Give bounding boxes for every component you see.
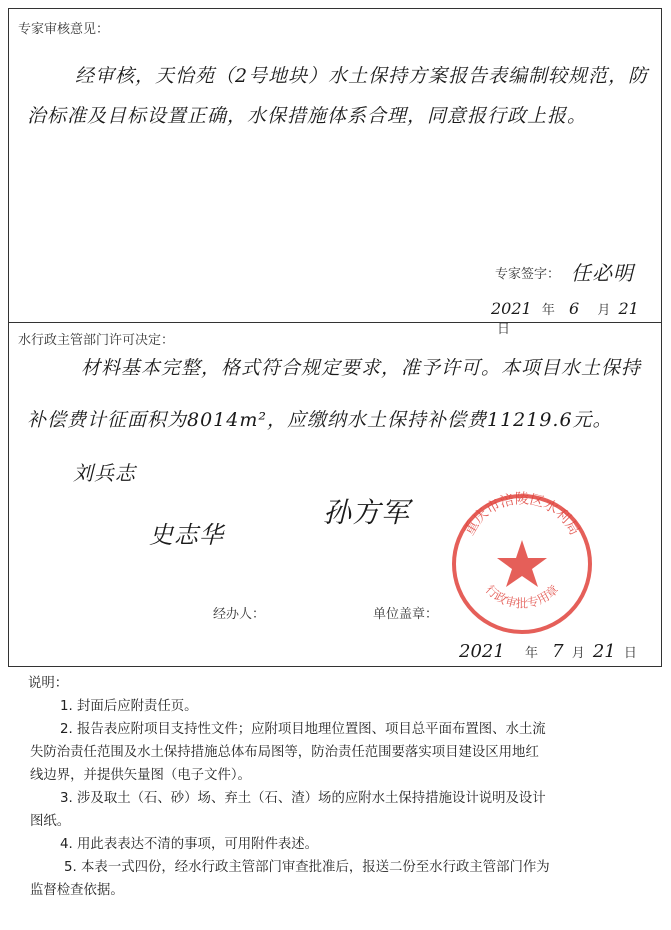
note-item-3: 3. 涉及取土（石、砂）场、弃土（石、渣）场的应附水土保持措施设计说明及设计 [60, 791, 546, 806]
expert-signature-label: 专家签字： [495, 267, 561, 282]
expert-opinion-line-2: 治标准及目标设置正确，水保措施体系合理，同意报行政上报。 [27, 105, 588, 127]
expert-signature: 任必明 [571, 261, 634, 285]
expert-opinion-section [9, 9, 661, 337]
note-item-5: 5. 本表一式四份，经水行政主管部门审查批准后，报送二份至水行政主管部门作为 [64, 860, 550, 875]
expert-opinion-heading: 专家审核意见： [18, 22, 110, 37]
notes-section [22, 672, 662, 902]
authority-decision-line-1: 材料基本完整，格式符合规定要求，准予许可。本项目水土保持 [81, 357, 642, 379]
expert-opinion-line-1: 经审核，天怡苑（2号地块）水土保持方案报告表编制较规范，防 [75, 65, 649, 87]
notes-title: 说明： [28, 676, 69, 691]
handler-label: 经办人： [213, 607, 266, 622]
note-item-4: 4. 用此表表达不清的事项，可用附件表述。 [60, 837, 319, 852]
note-item-3-cont: 图纸。 [30, 814, 71, 829]
authority-date-day-unit: 日 [623, 646, 637, 661]
expert-date-year-unit: 年 [541, 303, 555, 318]
note-item-2: 2. 报告表应附项目支持性文件；应附项目地理位置图、项目总平面布置图、水土流 [60, 722, 546, 737]
authority-date-day: 21 [592, 641, 616, 662]
stamp-star-icon [497, 540, 547, 587]
authority-date [459, 641, 637, 662]
authority-decision-line-2: 补偿费计征面积为8014m²，应缴纳水土保持补偿费11219.6元。 [27, 409, 613, 431]
note-item-2-cont-1: 失防治责任范围及水土保持措施总体布局图等，防治责任范围要落实项目建设区用地红 [30, 745, 539, 760]
official-seal-stamp [448, 490, 596, 638]
seal-label: 单位盖章： [373, 607, 439, 622]
signature-b: 史志华 [149, 521, 224, 549]
note-item-1: 1. 封面后应附责任页。 [60, 699, 198, 714]
expert-date-day: 21 [618, 299, 639, 318]
expert-date-year: 2021 [491, 299, 532, 318]
stamp-bottom-text: 行政审批专用章 [482, 582, 562, 611]
authority-date-year-unit: 年 [524, 646, 538, 661]
expert-date-day-unit: 日 [497, 322, 511, 337]
authority-date-month-unit: 月 [571, 646, 585, 661]
signature-a: 刘兵志 [73, 461, 136, 485]
authority-date-year: 2021 [459, 641, 505, 662]
expert-date-month-unit: 月 [597, 303, 611, 318]
stamp-top-text: 重庆市涪陵区水利局 [461, 491, 583, 539]
expert-date-month: 6 [569, 299, 580, 318]
authority-decision-heading: 水行政主管部门许可决定： [18, 333, 175, 348]
note-item-2-cont-2: 线边界，并提供矢量图（电子文件）。 [30, 768, 251, 783]
note-item-5-cont: 监督检查依据。 [30, 883, 124, 898]
authority-date-month: 7 [552, 641, 564, 662]
signature-c: 孙方军 [323, 496, 411, 529]
